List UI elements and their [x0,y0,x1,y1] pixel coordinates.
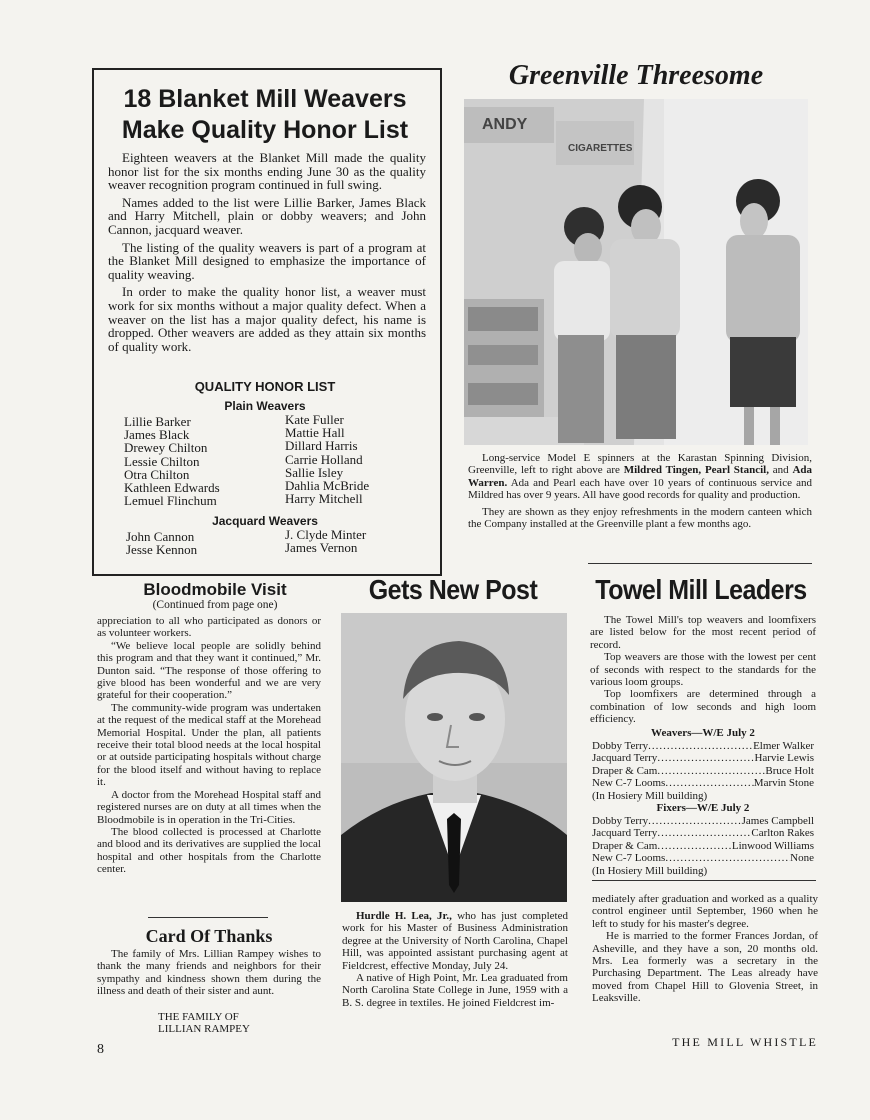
lea-portrait [341,613,567,902]
leader-note: (In Hosiery Mill building) [592,789,708,802]
weaver-name: Kathleen Edwards [124,480,220,496]
weaver-name: James Vernon [285,540,358,556]
leader-row [592,740,814,752]
plain-weavers-right-list [285,413,369,505]
card-of-thanks-divider [148,917,268,918]
new-post-headline: Gets New Post [368,574,538,606]
new-post-paragraph: He is married to the former Frances Jordan, of Asheville, and they have a son, 20 months old. Mrs. Lea formerly was a secretary in the Purchasing Department. The Leas already have moved from Chapel Hill to Glovenia Street, in Leaksville. [592,930,818,1005]
bloodmobile-continued: (Continued from page one) [152,599,278,611]
weaver-name: Jesse Kennon [126,542,198,558]
quality-honor-list-title: QUALITY HONOR LIST [194,379,336,394]
bloodmobile-paragraph: The community-wide program was undertaken at the request of the medical staff at the Morehead Memorial Hospital. Under the plan, all patients receive their total blood needs at the local hospital or at outside participating hospitals without charge for the blood itself and without having to replace it. [97,701,321,789]
loom-group: Draper & Cam [592,839,658,852]
weaver-name: Carrie Holland [285,451,363,467]
towel-mill-divider [592,880,816,881]
caption-second-paragraph: They are shown as they enjoy refreshments in the modern canteen which the Company installed at the Greenville plant a few months ago. [468,505,812,531]
loom-group: Dobby Terry [592,740,649,752]
leader-name: Carlton Rakes [751,827,814,840]
caption-details: Ada and Pearl each have over 10 years of continuous service and Mildred has over 9 years. All have good records for quality and production. [468,476,812,502]
jacquard-weavers-right-list [285,528,366,554]
sign-cigarettes: CIGARETTES [568,143,633,154]
loom-group: Jacquard Terry [592,752,658,765]
towel-mill-body [590,614,816,726]
card-of-thanks-headline: Card Of Thanks [145,926,273,946]
canteen-photo-illustration [464,99,808,445]
caption-name-ada: Ada Warren. [468,464,813,489]
leader-row [592,777,814,789]
loom-group: New C-7 Looms [592,777,666,790]
new-post-paragraph: mediately after graduation and worked as a quality control engineer until September, 1960 when he left to study for his master's degree. [592,893,818,930]
jacquard-weavers-heading: Jacquard Weavers [212,514,318,528]
loom-group: Jacquard Terry [592,827,658,840]
weaver-name: Sallie Isley [285,464,344,480]
new-post-paragraph: A native of High Point, Mr. Lea graduated from North Carolina State College in June, 1959 with a B. S. degree in textiles. He joined Fieldcrest im- [342,972,568,1009]
towel-mill-headline: Towel Mill Leaders [595,574,807,606]
leader-row [592,840,814,852]
weaver-name: James Black [124,427,190,443]
weaver-name: J. Clyde Minter [285,527,367,542]
bloodmobile-paragraph: A doctor from the Morehead Hospital staff and registered nurses are on duty at all times when the Bloodmobile is in operation in the Tri-Cities. [97,788,321,826]
weaver-name: Harry Mitchell [285,491,363,507]
leader-name: Marvin Stone [753,777,814,790]
weaver-name: Mattie Hall [285,425,345,441]
weaver-name: Kate Fuller [285,412,344,427]
weavers-body [108,151,426,353]
new-post-continued [592,893,818,1005]
weaver-name: Otra Chilton [124,466,190,482]
weaver-name: Dillard Harris [285,438,358,454]
fixers-leaders-list [592,815,814,877]
sign-andy: ANDY [482,116,528,133]
leader-name: Harvie Lewis [754,752,814,765]
leader-name: Linwood Williams [731,839,814,852]
weavers-headline-line2: Make Quality Honor List [121,116,409,144]
leader-row [592,765,814,777]
loom-group: Draper & Cam [592,764,658,777]
leader-row [592,815,814,827]
loom-group: New C-7 Looms [592,852,666,865]
weaver-name: John Cannon [126,529,195,544]
leader-name: Elmer Walker [753,740,814,752]
jacquard-weavers-left-list [126,530,197,556]
greenville-caption [468,452,812,530]
leader-name: Bruce Holt [765,764,814,777]
new-post-body [342,910,568,1009]
bloodmobile-headline: Bloodmobile Visit [143,580,287,599]
fixers-leaders-heading: Fixers—W/E July 2 [656,802,750,814]
weaver-name: Dahlia McBride [285,478,370,494]
weavers-headline-line1: 18 Blanket Mill Weavers [123,85,407,113]
bloodmobile-paragraph: “We believe local people are solidly behind this program and that they want it continued,” Mr. Dunton said. “The response of those offering to give blood has been wonderful and we are very grateful for their cooperation.” [97,639,321,702]
lea-name: Hurdle H. Lea, Jr., [356,910,452,922]
page-number: 8 [97,1042,104,1057]
portrait-illustration [341,613,567,902]
weavers-paragraph: The listing of the quality weavers is part of a program at the Blanket Mill designed to emphasize the importance of quality weaving. [108,239,426,282]
weaver-name: Lemuel Flinchum [124,493,217,509]
weaver-name: Lillie Barker [124,414,191,429]
greenville-headline: Greenville Threesome [508,60,764,91]
leader-name: None [790,852,814,865]
bloodmobile-paragraph: appreciation to all who participated as donors or as volunteer workers. [97,615,321,640]
greenville-divider [588,563,812,564]
towel-mill-paragraph: Top weavers are those with the lowest per cent of seconds with respect to the standards for the various loom groups. [590,651,816,689]
leader-note: (In Hosiery Mill building) [592,864,708,877]
bloodmobile-body [97,615,321,876]
leader-row [592,752,814,764]
caption-intro: Long-service Model E spinners at the Karastan Spinning Division, Greenville, left to right above are [468,452,812,477]
plain-weavers-left-list [124,415,220,507]
leader-row [592,852,814,864]
card-of-thanks-text: The family of Mrs. Lillian Rampey wishes to thank the many friends and neighbors for their sympathy and kindness shown them during the illness and death of their sister and aunt. [97,948,321,998]
weavers-leaders-list [592,740,814,802]
weaver-name: Drewey Chilton [124,440,208,456]
signature-line: THE FAMILY OF [158,1011,239,1023]
weavers-paragraph: Names added to the list were Lillie Barker, James Black and Harry Mitchell, plain or dobby weavers; and John Cannon, jacquard weaver. [108,194,426,237]
signature-line: LILLIAN RAMPEY [158,1023,250,1036]
weavers-paragraph: In order to make the quality honor list, a weaver must work for six months without a major quality defect. When a weaver on the list has a major quality defect, his name is dropped. Other weavers are added as they attain six months of quality work. [108,284,426,354]
caption-and: and [768,464,793,477]
weavers-headline [96,84,434,146]
caption-names: Mildred Tingen, Pearl Stancil, [623,464,769,477]
loom-group: Dobby Terry [592,815,649,827]
weavers-paragraph: Eighteen weavers at the Blanket Mill made the quality honor list for the six months ending June 30 as the quality weaver recognition program continued in full swing. [108,150,426,193]
bloodmobile-paragraph: The blood collected is processed at Charlotte and blood and its derivatives are supplied the local hospital and other hospitals from the Charlotte center. [97,825,321,876]
publication-name: THE MILL WHISTLE [672,1035,818,1049]
greenville-photo [464,99,808,445]
card-of-thanks-signature [158,1011,250,1036]
weavers-leaders-heading: Weavers—W/E July 2 [651,727,755,739]
leader-row [592,827,814,839]
towel-mill-paragraph: The Towel Mill's top weavers and loomfixers are listed below for the most recent period of record. [590,614,816,651]
new-post-paragraph: who has just completed work for his Master of Business Administration degree at the University of North Carolina, Chapel Hill, was appointed assistant purchasing agent at Fieldcrest, effective Monday, July 24. [342,910,568,972]
weaver-name: Lessie Chilton [124,453,200,469]
leader-name: James Campbell [741,815,814,827]
towel-mill-paragraph: Top loomfixers are determined through a combination of low seconds and high loom efficiency. [590,688,816,726]
plain-weavers-heading: Plain Weavers [224,399,306,413]
